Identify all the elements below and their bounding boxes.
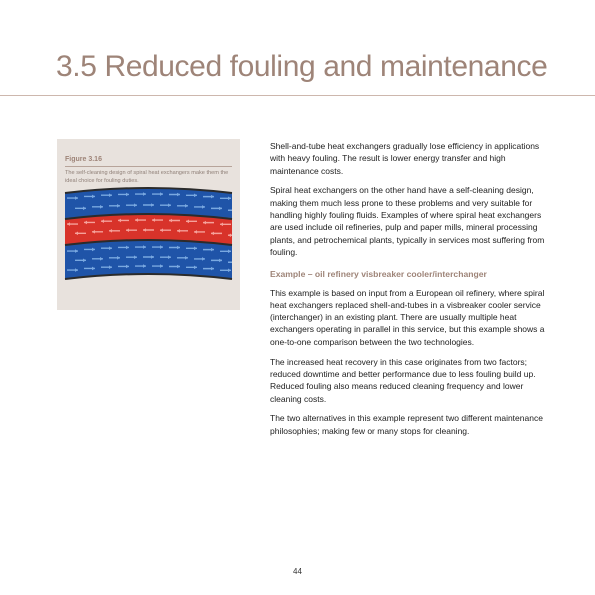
paragraph: The two alternatives in this example represent two different maintenance philosophies; making few or many stops for cleaning. bbox=[270, 413, 543, 436]
title-divider bbox=[0, 95, 595, 96]
paragraph: The increased heat recovery in this case originates from two factors; reduced downtime and better performance due to less fouling build up. Reduced fouling also means reduced cleaning frequency and lower cleaning costs. bbox=[270, 356, 536, 404]
figure-label: Figure 3.16 bbox=[65, 156, 102, 163]
example-heading: Example – oil refinery visbreaker cooler/interchanger bbox=[270, 269, 487, 280]
page-number: 44 bbox=[293, 567, 302, 576]
figure-caption: The self-cleaning design of spiral heat exchangers make them the ideal choice for fouling duties. bbox=[65, 170, 229, 184]
paragraph: Spiral heat exchangers on the other hand have a self-cleaning design, making them much less prone to these problems and very suitable for handling highly fouling fluids. Examples of where spiral heat exchangers are used include oil refineries, pulp and paper mills, mineral processing plants, and petrochemical plants, typically in services most suffering from fouling. bbox=[270, 185, 545, 257]
flow-arrow-head bbox=[236, 260, 239, 264]
page-title: 3.5 Reduced fouling and maintenance bbox=[56, 50, 548, 83]
flow-arrow-head bbox=[236, 208, 239, 212]
paragraph: This example is based on input from a European oil refinery, where spiral heat exchangers replaced shell-and-tubes in a visbreaker cooler service (interchanger) in an existing plant. There are usually multiple heat exchangers operating in parallel in this service, but this example shows a one-to-one comparison between the two technologies. bbox=[270, 287, 545, 347]
body-text bbox=[270, 140, 545, 445]
figure-panel bbox=[57, 139, 240, 310]
spiral-flow-illustration bbox=[57, 139, 240, 310]
paragraph: Shell-and-tube heat exchangers gradually lose efficiency in applications with heavy fouling. The result is lower energy transfer and high maintenance costs. bbox=[270, 141, 540, 176]
